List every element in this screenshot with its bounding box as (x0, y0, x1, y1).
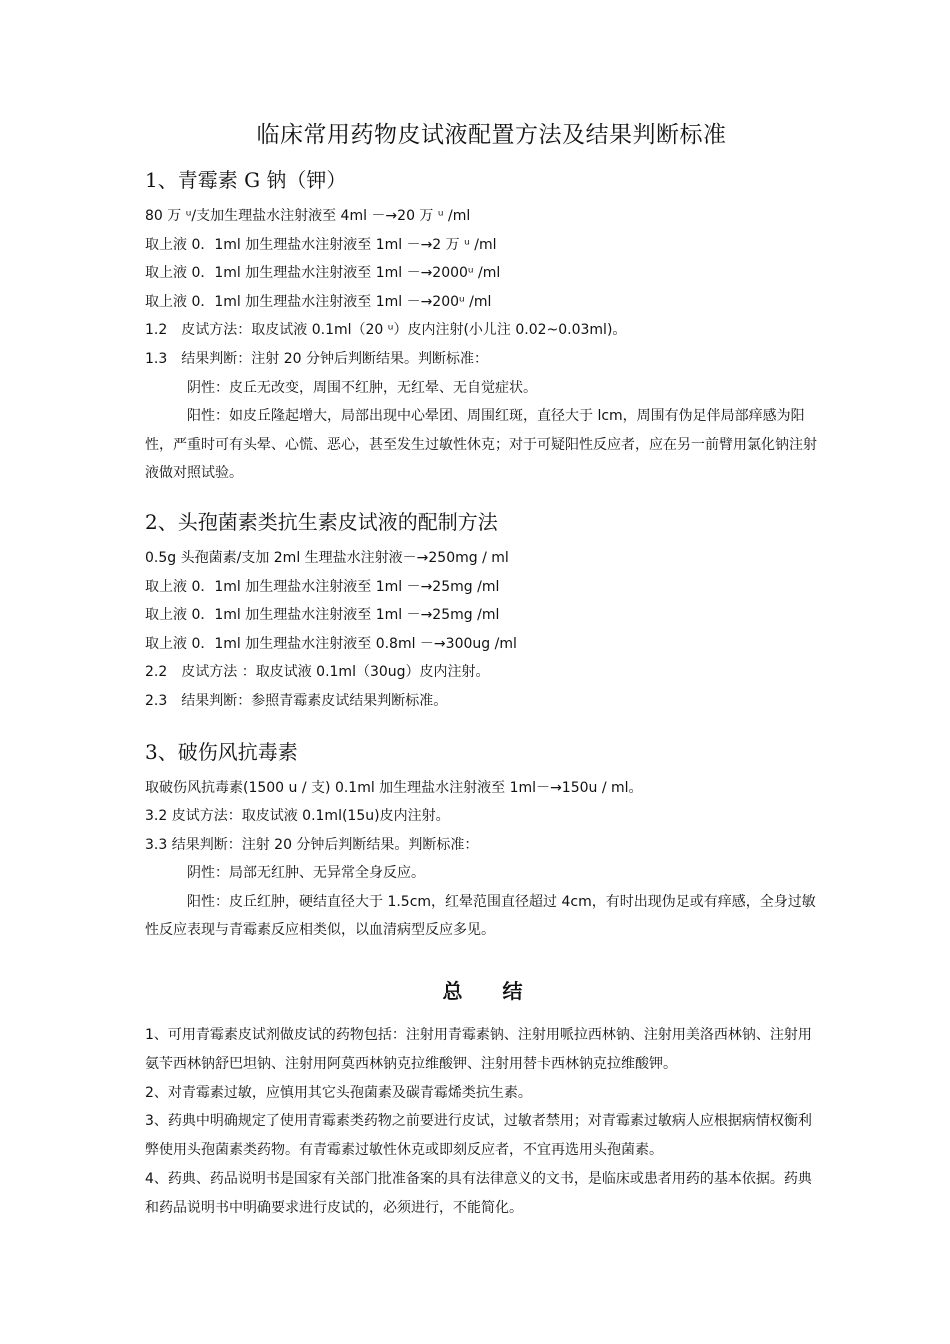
section-2-test-method: 2.2 皮试方法 ：取皮试液 0.1ml（30ug）皮内注射。 (145, 664, 490, 681)
section-2-result-judgement: 2.3 结果判断：参照青霉素皮试结果判断标准。 (145, 692, 448, 709)
section-3-heading: 3、破伤风抗毒素 (145, 739, 298, 764)
section-3-test-method: 3.2 皮试方法：取皮试液 0.1ml(15u)皮内注射。 (145, 808, 450, 825)
summary-title: 总结 (442, 979, 563, 1004)
section-2-line-3: 取上液 0．1ml 加生理盐水注射液至 1ml －→25mg /ml (145, 607, 500, 624)
summary-item-2: 2、对青霉素过敏，应慎用其它头孢菌素及碳青霉烯类抗生素。 (145, 1084, 532, 1101)
section-1-line-1: 80 万 ᵘ/支加生理盐水注射液至 4ml －→20 万 ᵘ /ml (145, 208, 471, 224)
document-title: 临床常用药物皮试液配置方法及结果判断标准 (256, 122, 727, 148)
section-1-line-4: 取上液 0．1ml 加生理盐水注射液至 1ml －→200ᵘ /ml (145, 293, 492, 310)
section-1-positive: 阳性：如皮丘隆起增大，局部出现中心晕团、周围红斑，直径大于 lcm，周围有伪足伴局部痒感为阳性，严重时可有头晕、心慌、恶心，甚至发生过敏性休克；对于可疑阳性反应者，应在另一前臂用氯化钠注射液做对照试验。 (145, 408, 817, 482)
section-3-line-1: 取破伤风抗毒素(1500 u / 支) 0.1ml 加生理盐水注射液至 1ml－→150u / ml。 (145, 779, 643, 796)
section-2-line-1: 0.5g 头孢菌素/支加 2ml 生理盐水注射液－→250mg / ml (145, 549, 509, 566)
section-3-result-judgement: 3.3 结果判断：注射 20 分钟后判断结果。判断标准： (145, 836, 479, 853)
section-1-line-2: 取上液 0．1ml 加生理盐水注射液至 1ml －→2 万 ᵘ /ml (145, 236, 497, 253)
section-1-negative: 阴性：皮丘无改变，周围不红肿，无红晕、无自觉症状。 (187, 379, 537, 396)
summary-item-1: 1、可用青霉素皮试剂做皮试的药物包括：注射用青霉素钠、注射用哌拉西林钠、注射用美洛西林钠、注射用氨苄西林钠舒巴坦钠、注射用阿莫西林钠克拉维酸钾、注射用替卡西林钠克拉维酸钾。 (145, 1027, 812, 1072)
section-1-result-judgement: 1.3 结果判断：注射 20 分钟后判断结果。判断标准： (145, 350, 488, 367)
section-2-line-2: 取上液 0．1ml 加生理盐水注射液至 1ml －→25mg /ml (145, 578, 500, 595)
section-1-line-3: 取上液 0．1ml 加生理盐水注射液至 1ml －→2000ᵘ /ml (145, 265, 501, 282)
section-2-line-4: 取上液 0．1ml 加生理盐水注射液至 0.8ml －→300ug /ml (145, 635, 517, 652)
summary-item-3: 3、药典中明确规定了使用青霉素类药物之前要进行皮试，过敏者禁用；对青霉素过敏病人应根据病情权衡利弊使用头孢菌素类药物。有青霉素过敏性休克或即刻反应者，不宜再选用头孢菌素。 (145, 1113, 812, 1159)
section-1-heading: 1、青霉素 G 钠（钾） (145, 168, 347, 192)
summary-item-4: 4、药典、药品说明书是国家有关部门批准备案的具有法律意义的文书，是临床或患者用药的基本依据。药典和药品说明书中明确要求进行皮试的，必须进行，不能简化。 (145, 1171, 812, 1216)
section-1-test-method: 1.2 皮试方法：取皮试液 0.1ml（20 ᵘ）皮内注射(小儿注 0.02~0.03ml)。 (145, 322, 627, 339)
summary-list (145, 1021, 820, 1223)
section-2-heading: 2、头孢菌素类抗生素皮试液的配制方法 (145, 509, 498, 534)
section-3-positive: 阳性：皮丘红肿，硬结直径大于 1.5cm，红晕范围直径超过 4cm，有时出现伪足或有痒感，全身过敏性反应表现与青霉素反应相类似，以血清病型反应多见。 (145, 893, 816, 939)
section-3-negative: 阴性：局部无红肿、无异常全身反应。 (187, 865, 425, 882)
